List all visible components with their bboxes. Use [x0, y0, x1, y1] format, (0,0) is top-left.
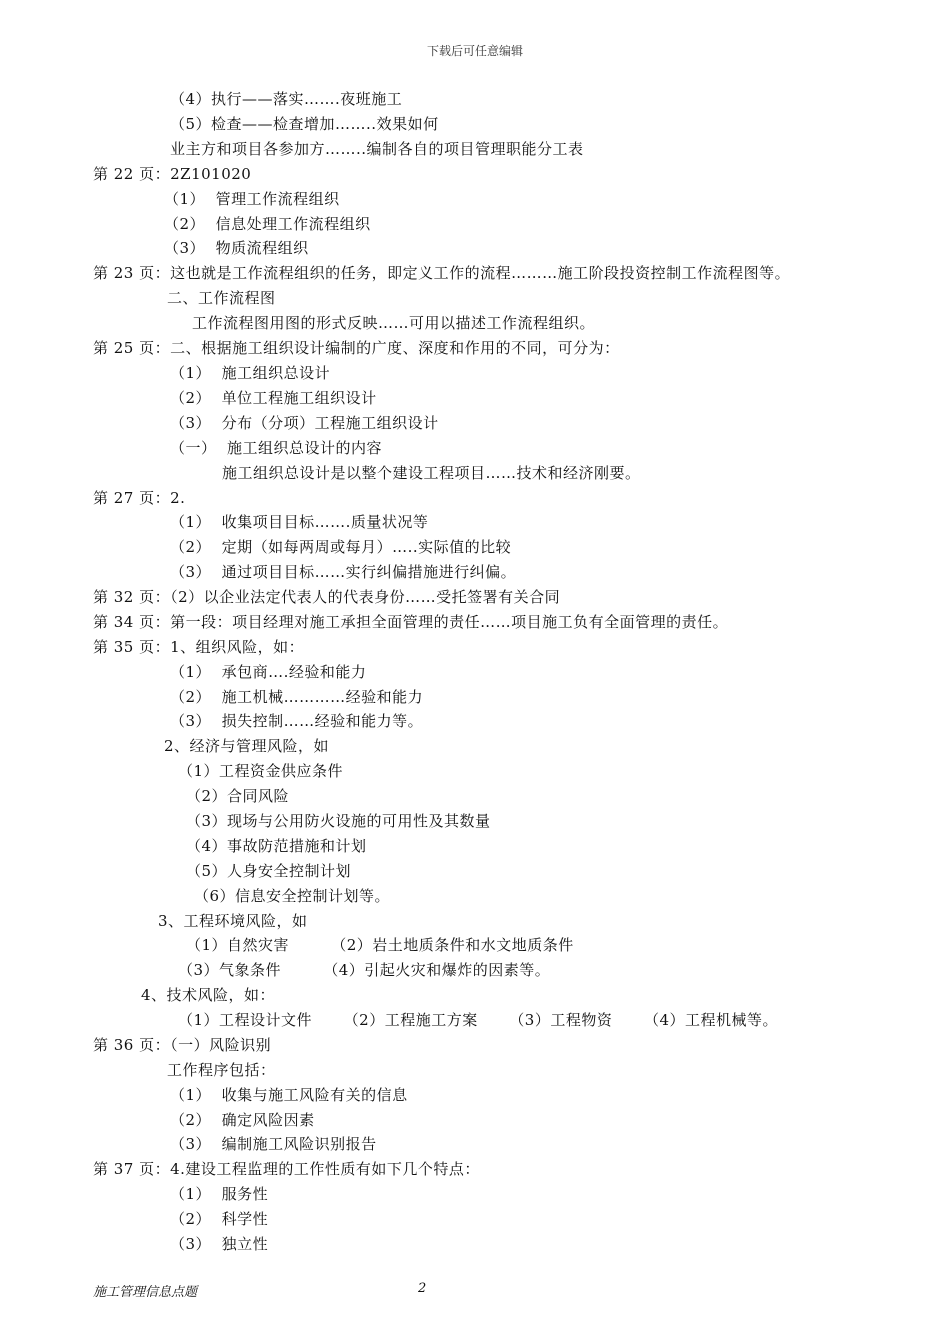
- text-line: （1） 收集项目目标…….质量状况等: [170, 513, 429, 531]
- page-header: 下载后可任意编辑: [426, 44, 523, 58]
- text-line: 第 36 页：（一）风险识别: [93, 1036, 272, 1054]
- text-line: （1） 管理工作流程组织: [164, 190, 340, 208]
- text-line: （1）自然灾害 （2）岩土地质条件和水文地质条件: [186, 936, 574, 954]
- text-line: 施工组织总设计是以整个建设工程项目……技术和经济刚要。: [222, 464, 641, 482]
- text-line: 2、经济与管理风险，如: [164, 737, 330, 755]
- text-line: （1） 施工组织总设计: [170, 364, 331, 382]
- text-line: （6）信息安全控制计划等。: [194, 887, 391, 905]
- text-line: 第 35 页：1、组织风险，如：: [93, 638, 305, 656]
- text-line: 4、技术风险，如：: [141, 986, 276, 1004]
- text-line: （1） 承包商….经验和能力: [170, 663, 367, 681]
- text-line: （5）人身安全控制计划: [186, 862, 352, 880]
- text-line: （3） 损失控制……经验和能力等。: [170, 712, 424, 730]
- text-line: （2） 单位工程施工组织设计: [170, 389, 377, 407]
- text-line: （1） 收集与施工风险有关的信息: [170, 1086, 408, 1104]
- text-line: （2） 科学性: [170, 1210, 269, 1228]
- text-line: 第 37 页：4.建设工程监理的工作性质有如下几个特点：: [93, 1160, 480, 1178]
- text-line: （1）工程资金供应条件: [178, 762, 344, 780]
- text-line: 业主方和项目各参加方……..编制各自的项目管理职能分工表: [170, 140, 584, 158]
- text-line: 3、工程环境风险，如: [158, 912, 308, 930]
- text-line: （3）气象条件 （4）引起火灾和爆炸的因素等。: [178, 961, 551, 979]
- text-line: （4）执行——落实…….夜班施工: [170, 90, 403, 108]
- text-line: （1）工程设计文件 （2）工程施工方案 （3）工程物资 （4）工程机械等。: [178, 1011, 779, 1029]
- footer-title: 施工管理信息点题: [93, 1285, 198, 1300]
- text-line: 第 34 页：第一段：项目经理对施工承担全面管理的责任……项目施工负有全面管理的责任。: [93, 613, 729, 631]
- text-line: 第 27 页：2.: [93, 489, 186, 507]
- text-line: （3） 物质流程组织: [164, 239, 309, 257]
- text-line: （2） 确定风险因素: [170, 1111, 315, 1129]
- text-line: 二、工作流程图: [167, 289, 276, 307]
- text-line: （3） 编制施工风险识别报告: [170, 1135, 377, 1153]
- text-line: （1） 服务性: [170, 1185, 269, 1203]
- text-line: （5）检查——检查增加……..效果如何: [170, 115, 439, 133]
- text-line: （2） 信息处理工作流程组织: [164, 215, 371, 233]
- text-line: （2）合同风险: [186, 787, 290, 805]
- text-line: （3） 通过项目目标……实行纠偏措施进行纠偏。: [170, 563, 517, 581]
- text-line: 工作流程图用图的形式反映……可用以描述工作流程组织。: [192, 314, 596, 332]
- text-line: 第 32 页：（2）以企业法定代表人的代表身份……受托签署有关合同: [93, 588, 561, 606]
- text-line: （2） 定期（如每两周或每月）…..实际值的比较: [170, 538, 512, 556]
- text-line: （一） 施工组织总设计的内容: [170, 439, 383, 457]
- text-line: （3） 独立性: [170, 1235, 269, 1253]
- text-line: （3）现场与公用防火设施的可用性及其数量: [186, 812, 491, 830]
- text-line: （3） 分布（分项）工程施工组织设计: [170, 414, 439, 432]
- page-number: 2: [418, 1281, 427, 1296]
- text-line: 第 25 页：二、根据施工组织设计编制的广度、深度和作用的不同，可分为：: [93, 339, 620, 357]
- text-line: 工作程序包括：: [167, 1061, 276, 1079]
- text-line: （4）事故防范措施和计划: [186, 837, 367, 855]
- text-line: 第 22 页：2Z101020: [93, 165, 252, 183]
- text-line: （2） 施工机械…………经验和能力: [170, 688, 424, 706]
- text-line: 第 23 页：这也就是工作流程组织的任务，即定义工作的流程………施工阶段投资控制工作流程图等。: [93, 264, 791, 282]
